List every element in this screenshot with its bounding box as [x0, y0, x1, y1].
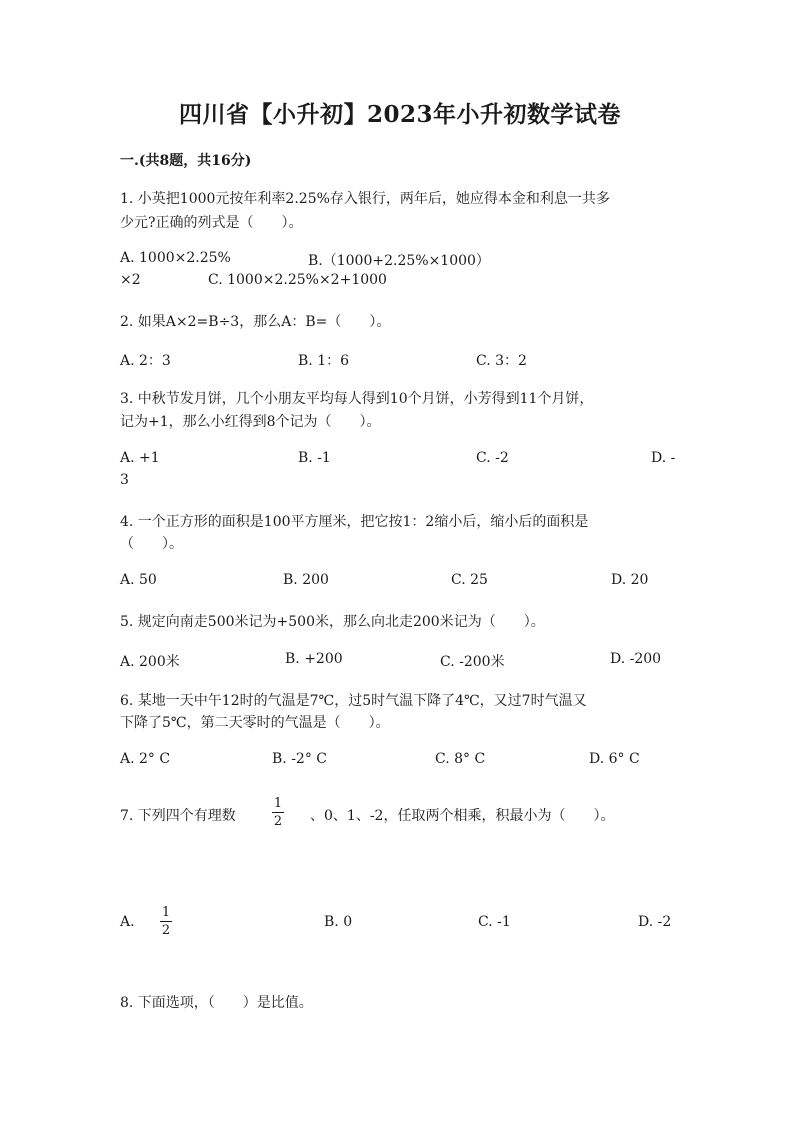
question-3-option-d-cont: 3	[120, 472, 129, 488]
section-heading: 一.(共8题，共16分)	[120, 153, 252, 169]
question-1-option-c: C. 1000×2.25%×2+1000	[208, 272, 387, 288]
question-4-option-a: A. 50	[120, 572, 157, 588]
question-4-line-1: 4. 一个正方形的面积是100平方厘米，把它按1：2缩小后，缩小后的面积是	[120, 514, 589, 530]
question-1-option-b: B.（1000+2.25%×1000）	[308, 253, 490, 269]
question-2-option-b: B. 1：6	[298, 353, 350, 369]
fraction-bar	[160, 921, 172, 922]
question-3-option-d: D. -	[651, 450, 676, 466]
question-3-line-1: 3. 中秋节发月饼，几个小朋友平均每人得到10个月饼，小芳得到11个月饼，	[120, 391, 594, 407]
fraction-denominator: 2	[161, 923, 171, 938]
question-6-line-2: 下降了5℃，第二天零时的气温是（ ）。	[120, 715, 390, 731]
question-1-line-1: 1. 小英把1000元按年利率2.25%存入银行，两年后，她应得本金和利息一共多	[120, 191, 610, 207]
question-3-option-c: C. -2	[476, 450, 509, 466]
question-7-line-1-start: 7. 下列四个有理数	[120, 808, 236, 824]
question-2-line-1: 2. 如果A×2=B÷3，那么A：B=（ ）。	[120, 314, 391, 330]
question-7-option-c: C. -1	[478, 914, 511, 930]
question-5-option-c: C. -200米	[440, 654, 505, 670]
question-2-option-a: A. 2：3	[120, 353, 171, 369]
question-5-line-1: 5. 规定向南走500米记为+500米，那么向北走200米记为（ ）。	[120, 614, 545, 630]
fraction-denominator: 2	[273, 814, 283, 829]
exam-title: 四川省【小升初】2023年小升初数学试卷	[178, 101, 621, 128]
question-4-option-c: C. 25	[451, 572, 488, 588]
question-3-option-a: A. +1	[120, 450, 160, 466]
question-5-option-d: D. -200	[610, 651, 662, 667]
question-3-line-2: 记为+1，那么小红得到8个记为（ ）。	[120, 414, 381, 430]
question-7-option-a-fraction	[160, 905, 172, 938]
question-4-line-2: （ ）。	[120, 536, 183, 552]
question-6-option-b: B. -2° C	[272, 751, 327, 767]
question-5-option-b: B. +200	[285, 651, 343, 667]
question-6-option-c: C. 8° C	[435, 751, 486, 767]
question-3-option-b: B. -1	[298, 450, 331, 466]
question-6-option-a: A. 2° C	[120, 751, 171, 767]
question-2-option-c: C. 3：2	[476, 353, 527, 369]
question-5-option-a: A. 200米	[120, 654, 180, 670]
question-8-line-1: 8. 下面选项，（ ）是比值。	[120, 995, 313, 1011]
question-6-option-d: D. 6° C	[589, 751, 640, 767]
question-7-option-a: A.	[120, 914, 135, 930]
question-7-option-b: B. 0	[324, 914, 353, 930]
question-7-line-1-end: 、0、1、-2，任取两个相乘，积最小为（ ）。	[310, 808, 615, 824]
fraction-bar	[272, 812, 284, 813]
question-4-option-b: B. 200	[283, 572, 329, 588]
question-1-option-a: A. 1000×2.25%	[120, 250, 231, 266]
question-7-option-d: D. -2	[638, 914, 672, 930]
question-1-option-b-cont: ×2	[120, 272, 141, 288]
question-4-option-d: D. 20	[611, 572, 649, 588]
question-7-fraction	[272, 796, 284, 829]
question-6-line-1: 6. 某地一天中午12时的气温是7℃，过5时气温下降了4℃，又过7时气温又	[120, 693, 587, 709]
fraction-numerator: 1	[161, 905, 171, 920]
fraction-numerator: 1	[273, 796, 283, 811]
question-1-line-2: 少元?正确的列式是（ ）。	[120, 215, 303, 231]
